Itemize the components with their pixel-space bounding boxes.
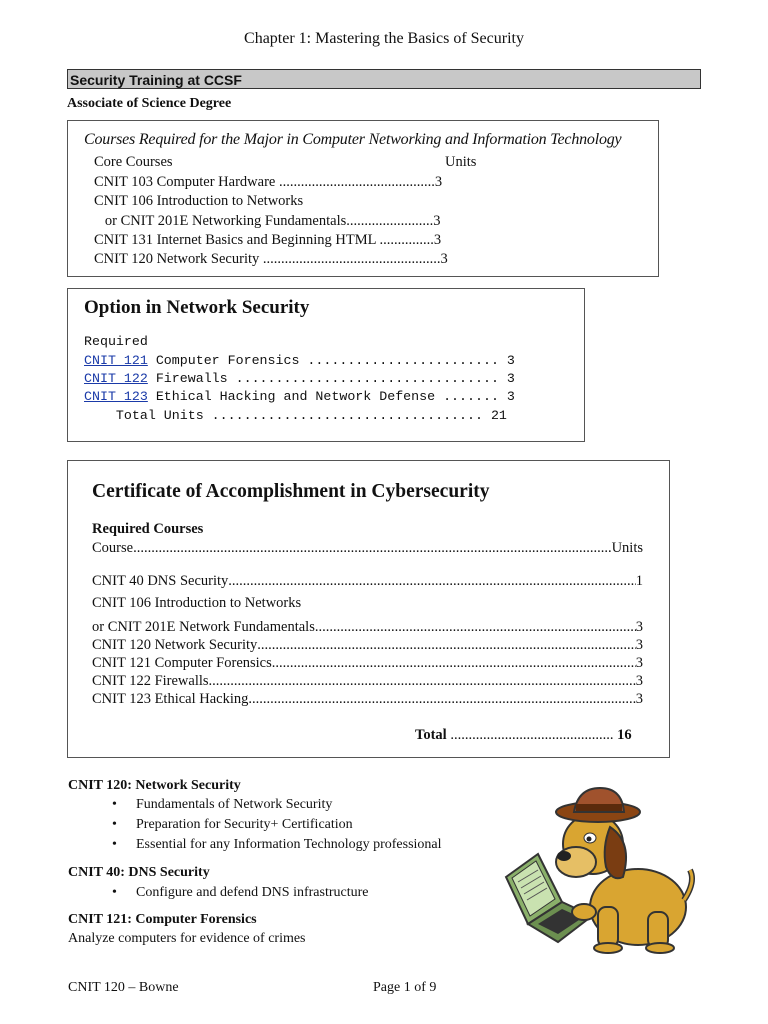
course-details: Ethical Hacking and Network Defense ....... 3 xyxy=(147,389,515,404)
course-name: CNIT 122 Firewalls xyxy=(92,673,209,689)
course-units: 3 xyxy=(434,174,443,190)
cnit-121-description: Analyze computers for evidence of crimes xyxy=(68,931,306,946)
course-units: 3 xyxy=(635,691,643,707)
certificate-total-row xyxy=(415,727,632,744)
certificate-title: Certificate of Accomplishment in Cybersecurity xyxy=(92,481,490,502)
units-col-label: Units xyxy=(445,154,477,170)
certificate-course-row xyxy=(92,573,643,590)
units-col-label: Units xyxy=(611,540,643,556)
course-name: CNIT 106 Introduction to Networks xyxy=(92,595,302,611)
core-courses-header-row xyxy=(94,154,173,171)
course-units: 3 xyxy=(635,673,643,689)
required-label: Required xyxy=(84,334,148,349)
degree-heading: Associate of Science Degree xyxy=(67,96,232,111)
course-name: CNIT 120 Network Security xyxy=(92,637,258,653)
bullet-item: • Configure and defend DNS infrastructure xyxy=(112,885,368,905)
course-link-cnit-123[interactable]: CNIT 123 xyxy=(84,389,148,404)
leader-dots: ............................................. xyxy=(450,727,614,743)
core-courses-title: Courses Required for the Major in Computer Networking and Information Technology xyxy=(84,131,622,148)
certificate-course-row xyxy=(92,691,643,708)
core-courses-box xyxy=(67,120,659,277)
course-name: CNIT 106 Introduction to Networks xyxy=(94,193,304,209)
bullet-item: • Preparation for Security+ Certification xyxy=(112,817,442,837)
core-course-row xyxy=(94,193,303,210)
course-units: 1 xyxy=(635,573,643,589)
bullet-item: • Fundamentals of Network Security xyxy=(112,797,442,817)
certificate-header-row xyxy=(92,540,643,557)
course-name: CNIT 40 DNS Security xyxy=(92,573,229,589)
cybersecurity-certificate-box xyxy=(67,460,670,758)
certificate-course-row xyxy=(92,619,643,636)
core-course-row xyxy=(94,232,441,249)
certificate-course-row xyxy=(92,655,643,672)
core-courses-col-label: Core Courses xyxy=(94,154,173,170)
course-link-cnit-121[interactable]: CNIT 121 xyxy=(84,353,148,368)
option-course-row xyxy=(84,371,515,386)
course-name: or CNIT 201E Network Fundamentals. xyxy=(92,619,319,635)
course-details: Computer Forensics ........................ 3 xyxy=(147,353,515,368)
section-title-bar: Security Training at CCSF xyxy=(67,69,701,89)
cnit-121-heading: CNIT 121: Computer Forensics xyxy=(68,912,257,927)
course-details: Firewalls ................................. 3 xyxy=(147,371,515,386)
course-name: or CNIT 201E Networking Fundamentals xyxy=(94,213,347,229)
core-course-row xyxy=(94,174,442,191)
course-name: CNIT 120 Network Security xyxy=(94,251,263,267)
leader-dots: ........................ xyxy=(346,213,434,229)
course-name: CNIT 103 Computer Hardware xyxy=(94,174,279,190)
certificate-course-row xyxy=(92,595,643,612)
footer-left: CNIT 120 – Bowne xyxy=(68,980,179,995)
leader-dots: ........................................... xyxy=(278,174,435,190)
certificate-course-row xyxy=(92,673,643,690)
option-course-row xyxy=(84,353,515,368)
course-name: CNIT 131 Internet Basics and Beginning HTML xyxy=(94,232,380,248)
required-courses-label: Required Courses xyxy=(92,521,204,537)
bullet-item: • Essential for any Information Technology professional xyxy=(112,837,442,857)
course-name: CNIT 121 Computer Forensics xyxy=(92,655,272,671)
network-security-option-box xyxy=(67,288,585,442)
cnit-40-bullets xyxy=(112,885,368,905)
course-col-label: Course xyxy=(92,540,134,556)
total-label: Total xyxy=(415,727,451,743)
cnit-40-heading: CNIT 40: DNS Security xyxy=(68,865,210,880)
core-course-row xyxy=(94,251,448,268)
course-units: 3 xyxy=(433,213,441,229)
certificate-course-row xyxy=(92,637,643,654)
course-link-cnit-122[interactable]: CNIT 122 xyxy=(84,371,148,386)
leader-dots: ................................................. xyxy=(262,251,441,267)
course-units: 3 xyxy=(635,655,643,671)
footer-page-number: Page 1 of 9 xyxy=(373,980,437,995)
option-course-row xyxy=(84,389,515,404)
leader-dots: ............... xyxy=(379,232,434,248)
page-header-chapter: Chapter 1: Mastering the Basics of Security xyxy=(244,30,524,47)
course-units: 3 xyxy=(440,251,448,267)
total-units: 16 xyxy=(613,727,632,743)
cnit-120-bullets xyxy=(112,797,442,857)
course-units: 3 xyxy=(433,232,442,248)
option-total-row: Total Units .................................. 21 xyxy=(84,408,507,423)
course-name: CNIT 123 Ethical Hacking xyxy=(92,691,249,707)
course-units: 3 xyxy=(635,637,643,653)
core-course-row xyxy=(94,213,441,230)
option-title: Option in Network Security xyxy=(84,297,310,318)
cnit-120-heading: CNIT 120: Network Security xyxy=(68,778,241,793)
detective-dog-with-laptop-icon xyxy=(498,782,698,954)
course-units: 3 xyxy=(635,619,643,635)
